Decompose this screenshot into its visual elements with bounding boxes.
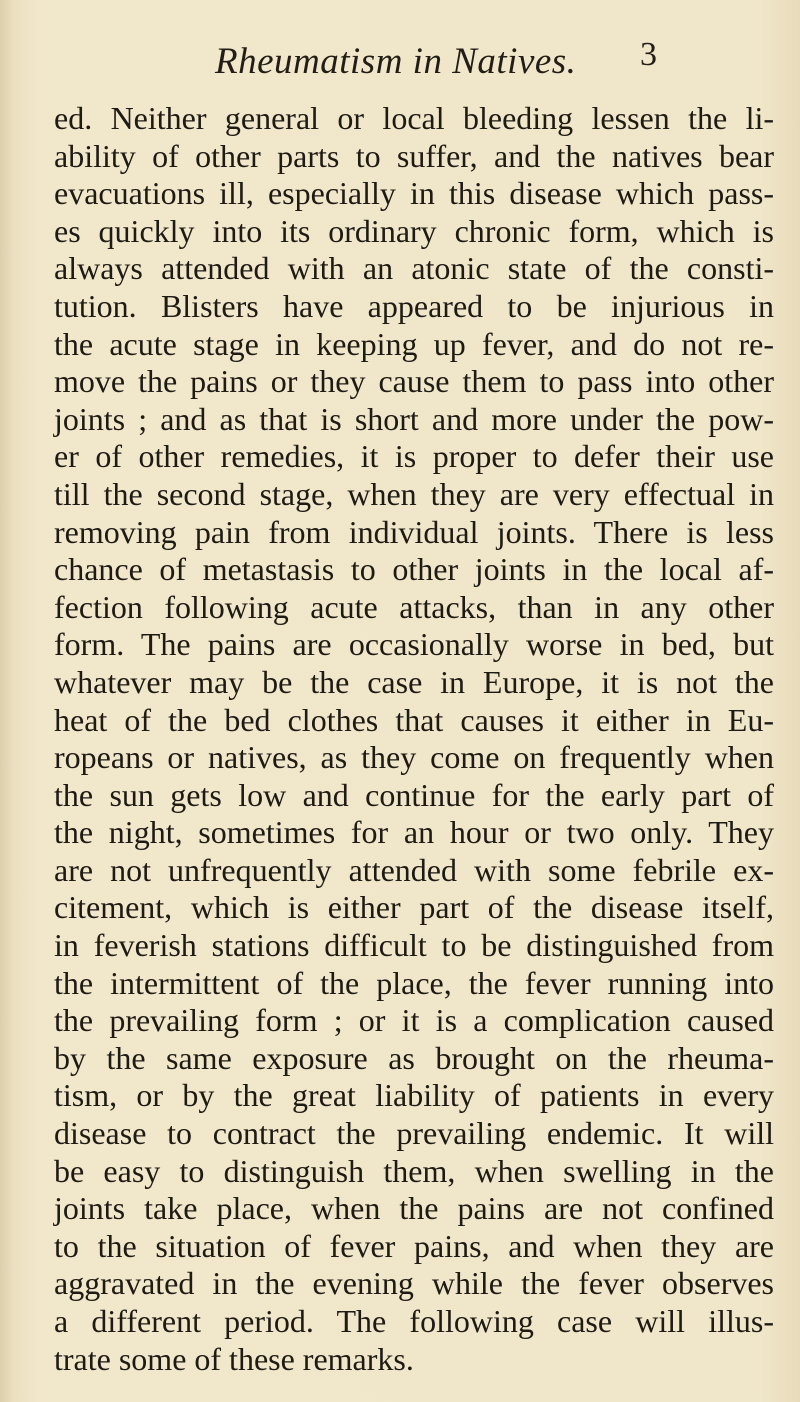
text-line: the acute stage in keeping up fever, and do not re- [54, 325, 774, 362]
text-line: are not unfrequently attended with some febrile ex- [54, 851, 774, 888]
text-line: tution. Blisters have appeared to be injurious in [54, 287, 774, 324]
text-line: ability of other parts to suffer, and the natives bear [54, 137, 774, 174]
text-line: be easy to distinguish them, when swelling in the [54, 1152, 774, 1189]
text-line: the intermittent of the place, the fever running into [54, 964, 774, 1001]
running-head [0, 36, 800, 90]
text-line: always attended with an atonic state of the consti- [54, 250, 774, 287]
body-text [54, 100, 774, 1378]
text-line: in feverish stations difficult to be distinguished from [54, 927, 774, 964]
text-line: es quickly into its ordinary chronic form, which is [54, 212, 774, 249]
text-line: ropeans or natives, as they come on frequently when [54, 739, 774, 776]
text-line: the sun gets low and continue for the early part of [54, 776, 774, 813]
text-line: till the second stage, when they are very effectual in [54, 475, 774, 512]
text-line: trate some of these remarks. [54, 1340, 414, 1377]
text-line: tism, or by the great liability of patients in every [54, 1077, 774, 1114]
text-line: disease to contract the prevailing endemic. It will [54, 1115, 774, 1152]
text-line: removing pain from individual joints. There is less [54, 513, 774, 550]
text-line: evacuations ill, especially in this disease which pass- [54, 175, 774, 212]
text-line: a different period. The following case will illus- [54, 1303, 774, 1339]
text-line: to the situation of fever pains, and when they are [54, 1227, 774, 1264]
text-line: aggravated in the evening while the fever observes [54, 1265, 774, 1302]
text-line: citement, which is either part of the disease itself, [54, 889, 774, 926]
text-line: ed. Neither general or local bleeding lessen the li- [54, 100, 774, 136]
text-line: heat of the bed clothes that causes it either in Eu- [54, 701, 774, 738]
text-line: the prevailing form ; or it is a complication caused [54, 1002, 774, 1039]
text-line: the night, sometimes for an hour or two only. They [54, 814, 774, 851]
text-line: joints take place, when the pains are not confined [54, 1190, 774, 1227]
running-title: Rheumatism in Natives. [215, 41, 577, 82]
page-gutter-shadow [0, 0, 14, 1402]
page-number: 3 [640, 36, 657, 73]
text-line: move the pains or they cause them to pass into other [54, 363, 774, 400]
text-line: fection following acute attacks, than in any other [54, 588, 774, 625]
text-line: form. The pains are occasionally worse in bed, but [54, 626, 774, 663]
text-line: by the same exposure as brought on the rheuma- [54, 1039, 774, 1076]
text-line: er of other remedies, it is proper to defer their use [54, 438, 774, 475]
text-line: chance of metastasis to other joints in the local af- [54, 551, 774, 588]
text-line: joints ; and as that is short and more under the pow- [54, 400, 774, 437]
text-line: whatever may be the case in Europe, it is not the [54, 663, 774, 700]
